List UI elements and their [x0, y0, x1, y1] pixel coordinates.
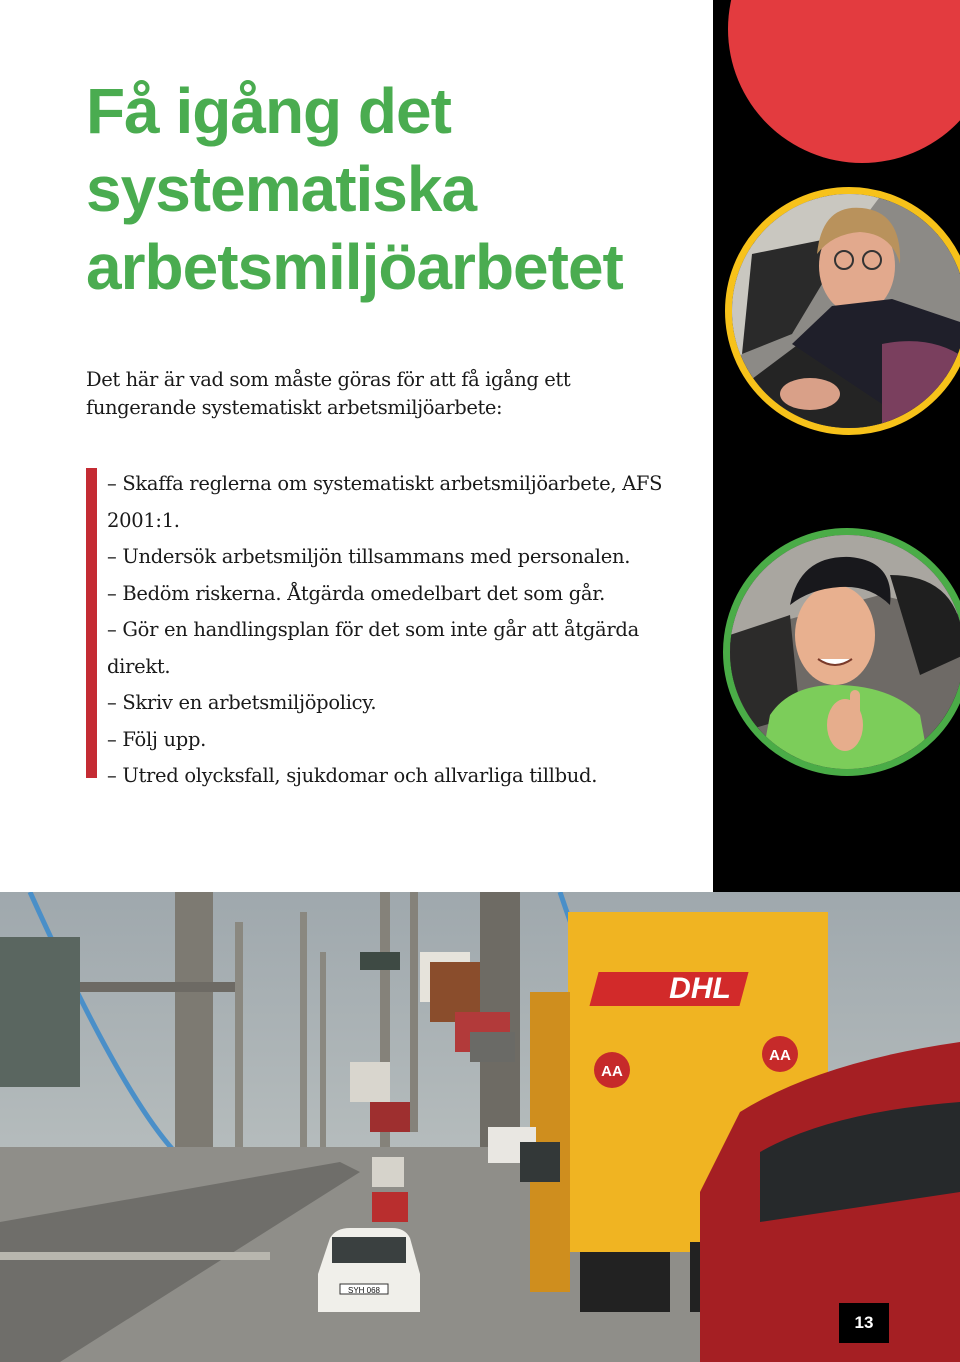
title-line-3: arbetsmiljöarbetet [86, 231, 623, 303]
step-item: – Skaffa reglerna om systematiskt arbetsmiljöarbete, AFS 2001:1. [107, 472, 663, 532]
woman-driver-photo [725, 187, 960, 435]
list-accent-bar [86, 468, 97, 778]
bridge-traffic-photo [0, 892, 960, 1362]
step-item: – Bedöm riskerna. Åtgärda omedelbart det som går. [107, 581, 605, 605]
step-item: – Undersök arbetsmiljön tillsammans med personalen. [107, 545, 631, 568]
man-driver-photo [723, 528, 960, 776]
step-item: – Följ upp. [107, 727, 207, 751]
intro-paragraph: Det här är vad som måste göras för att få igång ett fungerande systematiskt arbetsmiljöarbete: [86, 368, 571, 419]
steps-list [107, 466, 697, 795]
car-plate-text: SYH 068 [347, 1286, 381, 1295]
step-item: – Gör en handlingsplan för det som inte går att åtgärda direkt. [107, 618, 639, 678]
trailer-badge-left-text: AA [601, 1063, 623, 1080]
page-title [86, 72, 686, 306]
trailer-logo-text: DHL [669, 972, 731, 1005]
trailer-badge-right-text: AA [769, 1047, 791, 1064]
page-number: 13 [839, 1303, 889, 1343]
step-item: – Skriv en arbetsmiljöpolicy. [107, 691, 377, 714]
title-line-1: Få igång det [86, 75, 451, 147]
title-line-2: systematiska [86, 153, 477, 225]
step-item: – Utred olycksfall, sjukdomar och allvarliga tillbud. [107, 764, 598, 787]
